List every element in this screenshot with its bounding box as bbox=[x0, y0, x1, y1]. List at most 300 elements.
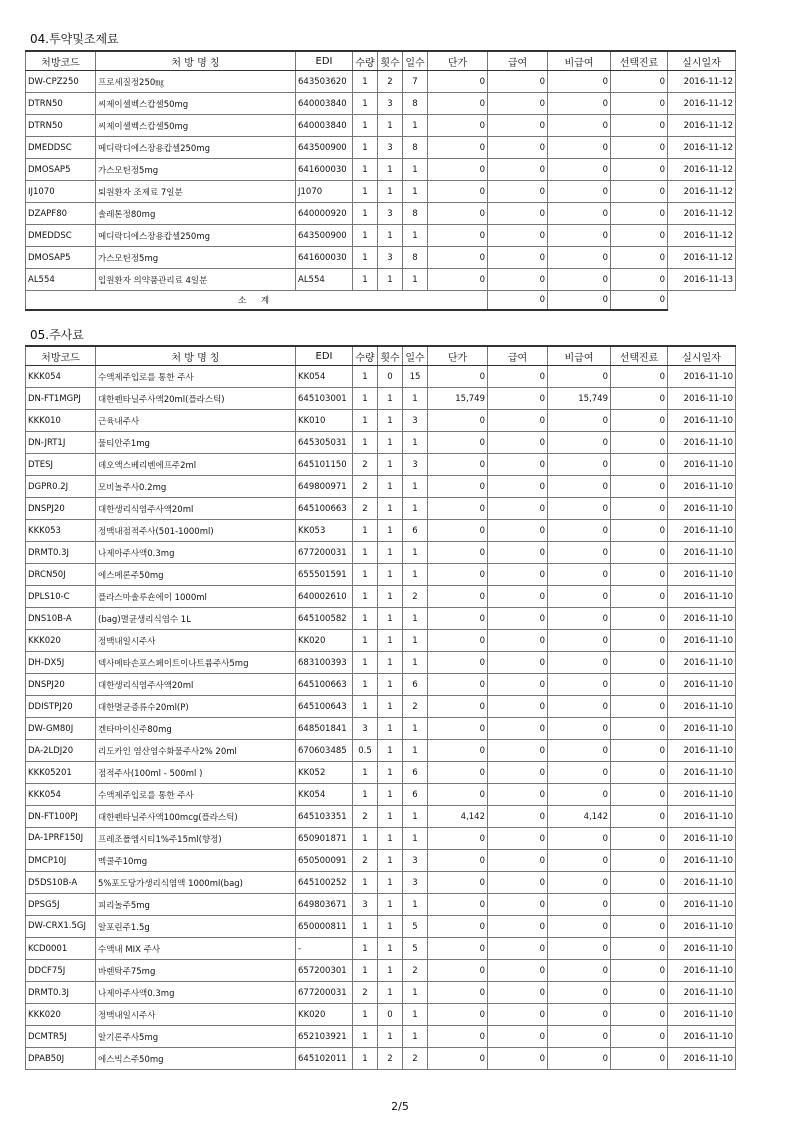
cell-qty: 1 bbox=[353, 872, 378, 894]
cell-unit-price: 0 bbox=[428, 696, 488, 718]
cell-name: 바렌탁주75mg bbox=[96, 960, 296, 982]
column-header: 단가 bbox=[428, 346, 488, 366]
cell-times: 1 bbox=[378, 432, 403, 454]
cell-uninsured: 0 bbox=[548, 93, 611, 115]
cell-times: 1 bbox=[378, 388, 403, 410]
cell-code: DN-FT100PJ bbox=[26, 806, 96, 828]
cell-insured: 0 bbox=[488, 203, 548, 225]
cell-name: 에스빅스주50mg bbox=[96, 1048, 296, 1070]
cell-edi: 645100663 bbox=[296, 674, 353, 696]
cell-code: DMEDDSC bbox=[26, 137, 96, 159]
table-row bbox=[26, 542, 736, 564]
cell-date: 2016-11-10 bbox=[668, 542, 736, 564]
cell-qty: 2 bbox=[353, 806, 378, 828]
cell-name: 근육내주사 bbox=[96, 410, 296, 432]
cell-qty: 1 bbox=[353, 630, 378, 652]
cell-code: DMOSAP5 bbox=[26, 247, 96, 269]
cell-uninsured: 0 bbox=[548, 542, 611, 564]
cell-qty: 1 bbox=[353, 181, 378, 203]
column-header: 처방코드 bbox=[26, 346, 96, 366]
cell-date: 2016-11-13 bbox=[668, 269, 736, 291]
table-header-row bbox=[26, 51, 736, 71]
subtotal-insured: 0 bbox=[488, 291, 548, 311]
cell-qty: 2 bbox=[353, 498, 378, 520]
table-row bbox=[26, 520, 736, 542]
cell-edi: 640003840 bbox=[296, 115, 353, 137]
cell-unit-price: 0 bbox=[428, 1026, 488, 1048]
cell-selective: 0 bbox=[611, 388, 668, 410]
cell-name: 씨제이셀벡스캅셀50mg bbox=[96, 115, 296, 137]
cell-insured: 0 bbox=[488, 520, 548, 542]
cell-qty: 1 bbox=[353, 1048, 378, 1070]
table-row bbox=[26, 476, 736, 498]
cell-name: 대한생리식염주사액20ml bbox=[96, 674, 296, 696]
cell-code: DPSG5J bbox=[26, 894, 96, 916]
cell-days: 6 bbox=[403, 674, 428, 696]
cell-name: 멕쿨주10mg bbox=[96, 850, 296, 872]
cell-selective: 0 bbox=[611, 608, 668, 630]
cell-date: 2016-11-10 bbox=[668, 608, 736, 630]
cell-code: DNS10B-A bbox=[26, 608, 96, 630]
cell-unit-price: 0 bbox=[428, 740, 488, 762]
cell-selective: 0 bbox=[611, 850, 668, 872]
cell-edi: 645100663 bbox=[296, 498, 353, 520]
cell-date: 2016-11-10 bbox=[668, 1004, 736, 1026]
cell-name: 정맥내점적주사(501-1000ml) bbox=[96, 520, 296, 542]
cell-qty: 1 bbox=[353, 388, 378, 410]
cell-date: 2016-11-10 bbox=[668, 410, 736, 432]
cell-date: 2016-11-10 bbox=[668, 674, 736, 696]
cell-uninsured: 0 bbox=[548, 454, 611, 476]
cell-selective: 0 bbox=[611, 410, 668, 432]
cell-code: DN-FT1MGPJ bbox=[26, 388, 96, 410]
cell-date: 2016-11-10 bbox=[668, 652, 736, 674]
cell-uninsured: 0 bbox=[548, 181, 611, 203]
cell-unit-price: 0 bbox=[428, 630, 488, 652]
cell-selective: 0 bbox=[611, 203, 668, 225]
cell-date: 2016-11-10 bbox=[668, 476, 736, 498]
cell-qty: 1 bbox=[353, 586, 378, 608]
table-row bbox=[26, 674, 736, 696]
table-row bbox=[26, 564, 736, 586]
cell-insured: 0 bbox=[488, 115, 548, 137]
cell-qty: 2 bbox=[353, 476, 378, 498]
column-header: EDI bbox=[296, 51, 353, 71]
cell-uninsured: 0 bbox=[548, 982, 611, 1004]
cell-days: 1 bbox=[403, 894, 428, 916]
table-row bbox=[26, 740, 736, 762]
cell-times: 1 bbox=[378, 608, 403, 630]
cell-date: 2016-11-12 bbox=[668, 203, 736, 225]
cell-uninsured: 0 bbox=[548, 432, 611, 454]
cell-uninsured: 0 bbox=[548, 159, 611, 181]
cell-date: 2016-11-10 bbox=[668, 696, 736, 718]
table-header-row bbox=[26, 346, 736, 366]
cell-edi: 645103351 bbox=[296, 806, 353, 828]
table-row bbox=[26, 366, 736, 388]
cell-insured: 0 bbox=[488, 225, 548, 247]
table-row bbox=[26, 498, 736, 520]
cell-days: 1 bbox=[403, 498, 428, 520]
cell-days: 2 bbox=[403, 586, 428, 608]
cell-unit-price: 0 bbox=[428, 269, 488, 291]
cell-selective: 0 bbox=[611, 137, 668, 159]
cell-times: 1 bbox=[378, 718, 403, 740]
cell-uninsured: 0 bbox=[548, 872, 611, 894]
cell-insured: 0 bbox=[488, 564, 548, 586]
cell-qty: 1 bbox=[353, 652, 378, 674]
cell-name: 피리놀주5mg bbox=[96, 894, 296, 916]
cell-unit-price: 0 bbox=[428, 938, 488, 960]
cell-name: 물티안주1mg bbox=[96, 432, 296, 454]
cell-selective: 0 bbox=[611, 432, 668, 454]
cell-selective: 0 bbox=[611, 181, 668, 203]
cell-insured: 0 bbox=[488, 388, 548, 410]
cell-code: DRMT0.3J bbox=[26, 542, 96, 564]
cell-name: (bag)멸균생리식염수 1L bbox=[96, 608, 296, 630]
table-row bbox=[26, 586, 736, 608]
cell-unit-price: 0 bbox=[428, 137, 488, 159]
cell-insured: 0 bbox=[488, 269, 548, 291]
cell-date: 2016-11-10 bbox=[668, 454, 736, 476]
cell-qty: 0.5 bbox=[353, 740, 378, 762]
cell-code: DNSPJ20 bbox=[26, 498, 96, 520]
cell-code: DRCN50J bbox=[26, 564, 96, 586]
cell-unit-price: 0 bbox=[428, 586, 488, 608]
cell-insured: 0 bbox=[488, 586, 548, 608]
cell-code: D5DS10B-A bbox=[26, 872, 96, 894]
cell-selective: 0 bbox=[611, 674, 668, 696]
cell-edi: 641600030 bbox=[296, 247, 353, 269]
cell-unit-price: 0 bbox=[428, 652, 488, 674]
cell-name: 점적주사(100ml - 500ml ) bbox=[96, 762, 296, 784]
cell-times: 1 bbox=[378, 586, 403, 608]
table-row bbox=[26, 1004, 736, 1026]
cell-qty: 1 bbox=[353, 828, 378, 850]
cell-selective: 0 bbox=[611, 960, 668, 982]
cell-unit-price: 0 bbox=[428, 1048, 488, 1070]
cell-days: 1 bbox=[403, 476, 428, 498]
cell-date: 2016-11-10 bbox=[668, 630, 736, 652]
cell-date: 2016-11-10 bbox=[668, 740, 736, 762]
table-row bbox=[26, 410, 736, 432]
cell-uninsured: 0 bbox=[548, 203, 611, 225]
cell-date: 2016-11-10 bbox=[668, 520, 736, 542]
cell-date: 2016-11-12 bbox=[668, 137, 736, 159]
cell-uninsured: 0 bbox=[548, 938, 611, 960]
cell-days: 8 bbox=[403, 203, 428, 225]
cell-date: 2016-11-10 bbox=[668, 894, 736, 916]
cell-code: DRMT0.3J bbox=[26, 982, 96, 1004]
cell-times: 1 bbox=[378, 476, 403, 498]
cell-insured: 0 bbox=[488, 1004, 548, 1026]
cell-edi: 649803671 bbox=[296, 894, 353, 916]
cell-qty: 3 bbox=[353, 718, 378, 740]
column-header: 단가 bbox=[428, 51, 488, 71]
cell-insured: 0 bbox=[488, 498, 548, 520]
cell-unit-price: 0 bbox=[428, 894, 488, 916]
cell-unit-price: 0 bbox=[428, 247, 488, 269]
table-row bbox=[26, 137, 736, 159]
cell-uninsured: 0 bbox=[548, 247, 611, 269]
cell-qty: 1 bbox=[353, 520, 378, 542]
cell-name: 나제아주사액0.3mg bbox=[96, 982, 296, 1004]
cell-edi: 645100252 bbox=[296, 872, 353, 894]
table-row bbox=[26, 388, 736, 410]
cell-date: 2016-11-12 bbox=[668, 159, 736, 181]
table-row bbox=[26, 630, 736, 652]
cell-qty: 1 bbox=[353, 608, 378, 630]
cell-date: 2016-11-10 bbox=[668, 762, 736, 784]
cell-times: 1 bbox=[378, 696, 403, 718]
cell-unit-price: 0 bbox=[428, 410, 488, 432]
cell-times: 1 bbox=[378, 564, 403, 586]
cell-uninsured: 0 bbox=[548, 762, 611, 784]
cell-selective: 0 bbox=[611, 93, 668, 115]
table-row bbox=[26, 916, 736, 938]
cell-qty: 1 bbox=[353, 137, 378, 159]
column-header: 일수 bbox=[403, 346, 428, 366]
column-header: 처방코드 bbox=[26, 51, 96, 71]
cell-times: 1 bbox=[378, 454, 403, 476]
table-row bbox=[26, 850, 736, 872]
cell-unit-price: 0 bbox=[428, 872, 488, 894]
cell-insured: 0 bbox=[488, 784, 548, 806]
column-header: 선택진료 bbox=[611, 346, 668, 366]
subtotal-label: 소 계 bbox=[26, 291, 488, 311]
cell-name: 가스모틴정5mg bbox=[96, 159, 296, 181]
cell-date: 2016-11-10 bbox=[668, 982, 736, 1004]
cell-days: 1 bbox=[403, 1004, 428, 1026]
cell-edi: 655501591 bbox=[296, 564, 353, 586]
cell-unit-price: 0 bbox=[428, 784, 488, 806]
cell-days: 1 bbox=[403, 269, 428, 291]
cell-uninsured: 0 bbox=[548, 894, 611, 916]
cell-days: 3 bbox=[403, 872, 428, 894]
table-row bbox=[26, 960, 736, 982]
cell-edi: KK054 bbox=[296, 366, 353, 388]
cell-selective: 0 bbox=[611, 564, 668, 586]
subtotal-selective: 0 bbox=[611, 291, 668, 311]
cell-edi: 640000920 bbox=[296, 203, 353, 225]
injection-table bbox=[25, 345, 736, 1070]
table-row bbox=[26, 652, 736, 674]
cell-selective: 0 bbox=[611, 1026, 668, 1048]
cell-qty: 1 bbox=[353, 564, 378, 586]
cell-days: 8 bbox=[403, 137, 428, 159]
cell-days: 6 bbox=[403, 520, 428, 542]
cell-insured: 0 bbox=[488, 696, 548, 718]
cell-qty: 1 bbox=[353, 203, 378, 225]
cell-days: 1 bbox=[403, 806, 428, 828]
table-row bbox=[26, 1026, 736, 1048]
table-row bbox=[26, 1048, 736, 1070]
cell-selective: 0 bbox=[611, 828, 668, 850]
cell-uninsured: 0 bbox=[548, 564, 611, 586]
cell-qty: 1 bbox=[353, 159, 378, 181]
cell-selective: 0 bbox=[611, 872, 668, 894]
cell-name: 덱사메타손포스페이트이나트륨주사5mg bbox=[96, 652, 296, 674]
cell-qty: 1 bbox=[353, 225, 378, 247]
medication-table bbox=[25, 50, 736, 311]
cell-code: DW-CPZ250 bbox=[26, 71, 96, 93]
cell-edi: 670603485 bbox=[296, 740, 353, 762]
cell-date: 2016-11-10 bbox=[668, 1026, 736, 1048]
cell-days: 1 bbox=[403, 740, 428, 762]
cell-name: 데오액스베리벤에프주2ml bbox=[96, 454, 296, 476]
cell-qty: 1 bbox=[353, 93, 378, 115]
cell-edi: KK054 bbox=[296, 784, 353, 806]
cell-code: KKK053 bbox=[26, 520, 96, 542]
cell-date: 2016-11-10 bbox=[668, 498, 736, 520]
cell-code: DW-CRX1.5GJ bbox=[26, 916, 96, 938]
cell-qty: 1 bbox=[353, 115, 378, 137]
cell-date: 2016-11-10 bbox=[668, 784, 736, 806]
table-row bbox=[26, 718, 736, 740]
cell-uninsured: 0 bbox=[548, 366, 611, 388]
cell-unit-price: 0 bbox=[428, 115, 488, 137]
cell-unit-price: 0 bbox=[428, 454, 488, 476]
cell-qty: 1 bbox=[353, 916, 378, 938]
cell-edi: 650901871 bbox=[296, 828, 353, 850]
cell-uninsured: 0 bbox=[548, 740, 611, 762]
table-row bbox=[26, 762, 736, 784]
cell-selective: 0 bbox=[611, 269, 668, 291]
cell-times: 3 bbox=[378, 247, 403, 269]
table-row bbox=[26, 115, 736, 137]
cell-insured: 0 bbox=[488, 137, 548, 159]
cell-edi: 643500900 bbox=[296, 225, 353, 247]
cell-code: DN-JRT1J bbox=[26, 432, 96, 454]
cell-times: 3 bbox=[378, 203, 403, 225]
cell-unit-price: 0 bbox=[428, 828, 488, 850]
cell-unit-price: 0 bbox=[428, 520, 488, 542]
cell-unit-price: 0 bbox=[428, 432, 488, 454]
cell-edi: 643503620 bbox=[296, 71, 353, 93]
cell-date: 2016-11-10 bbox=[668, 432, 736, 454]
cell-times: 1 bbox=[378, 784, 403, 806]
cell-uninsured: 0 bbox=[548, 652, 611, 674]
cell-times: 1 bbox=[378, 542, 403, 564]
column-header: 급여 bbox=[488, 346, 548, 366]
cell-times: 1 bbox=[378, 982, 403, 1004]
cell-unit-price: 0 bbox=[428, 608, 488, 630]
cell-times: 3 bbox=[378, 137, 403, 159]
cell-date: 2016-11-12 bbox=[668, 93, 736, 115]
cell-code: DNSPJ20 bbox=[26, 674, 96, 696]
cell-edi: 650500091 bbox=[296, 850, 353, 872]
cell-qty: 1 bbox=[353, 938, 378, 960]
cell-times: 1 bbox=[378, 806, 403, 828]
cell-edi: 645101150 bbox=[296, 454, 353, 476]
cell-days: 8 bbox=[403, 247, 428, 269]
cell-days: 1 bbox=[403, 608, 428, 630]
cell-code: KKK010 bbox=[26, 410, 96, 432]
cell-selective: 0 bbox=[611, 366, 668, 388]
cell-times: 1 bbox=[378, 938, 403, 960]
cell-unit-price: 4,142 bbox=[428, 806, 488, 828]
cell-times: 1 bbox=[378, 674, 403, 696]
cell-unit-price: 0 bbox=[428, 225, 488, 247]
cell-qty: 1 bbox=[353, 674, 378, 696]
cell-qty: 2 bbox=[353, 982, 378, 1004]
cell-uninsured: 0 bbox=[548, 608, 611, 630]
table-row bbox=[26, 608, 736, 630]
cell-unit-price: 0 bbox=[428, 542, 488, 564]
cell-date: 2016-11-12 bbox=[668, 247, 736, 269]
table-row bbox=[26, 894, 736, 916]
table-row bbox=[26, 203, 736, 225]
cell-times: 1 bbox=[378, 115, 403, 137]
cell-insured: 0 bbox=[488, 806, 548, 828]
cell-code: DA-1PRF150J bbox=[26, 828, 96, 850]
cell-days: 15 bbox=[403, 366, 428, 388]
cell-edi: 657200301 bbox=[296, 960, 353, 982]
cell-uninsured: 0 bbox=[548, 960, 611, 982]
cell-uninsured: 0 bbox=[548, 784, 611, 806]
cell-selective: 0 bbox=[611, 115, 668, 137]
cell-uninsured: 0 bbox=[548, 916, 611, 938]
cell-insured: 0 bbox=[488, 247, 548, 269]
cell-edi: 650000811 bbox=[296, 916, 353, 938]
cell-qty: 3 bbox=[353, 894, 378, 916]
cell-insured: 0 bbox=[488, 762, 548, 784]
cell-code: DMCP10J bbox=[26, 850, 96, 872]
cell-times: 2 bbox=[378, 1048, 403, 1070]
cell-name: 대한멸균증류수20ml(P) bbox=[96, 696, 296, 718]
cell-code: DDISTPJ20 bbox=[26, 696, 96, 718]
cell-days: 3 bbox=[403, 410, 428, 432]
cell-insured: 0 bbox=[488, 828, 548, 850]
cell-uninsured: 0 bbox=[548, 137, 611, 159]
cell-edi: KK020 bbox=[296, 630, 353, 652]
column-header: 처 방 명 칭 bbox=[96, 346, 296, 366]
cell-unit-price: 0 bbox=[428, 159, 488, 181]
cell-times: 1 bbox=[378, 850, 403, 872]
cell-edi: 645305031 bbox=[296, 432, 353, 454]
cell-date: 2016-11-10 bbox=[668, 938, 736, 960]
table-row bbox=[26, 225, 736, 247]
cell-insured: 0 bbox=[488, 454, 548, 476]
cell-selective: 0 bbox=[611, 938, 668, 960]
cell-qty: 1 bbox=[353, 960, 378, 982]
cell-days: 2 bbox=[403, 696, 428, 718]
cell-code: DH-DX5J bbox=[26, 652, 96, 674]
cell-code: DZAPF80 bbox=[26, 203, 96, 225]
cell-name: 가스모틴정5mg bbox=[96, 247, 296, 269]
cell-times: 0 bbox=[378, 1004, 403, 1026]
table-row bbox=[26, 828, 736, 850]
cell-date: 2016-11-10 bbox=[668, 1048, 736, 1070]
cell-uninsured: 0 bbox=[548, 115, 611, 137]
subtotal-empty-cell bbox=[668, 291, 736, 311]
cell-code: KKK05201 bbox=[26, 762, 96, 784]
cell-times: 1 bbox=[378, 762, 403, 784]
cell-qty: 1 bbox=[353, 1004, 378, 1026]
cell-uninsured: 0 bbox=[548, 850, 611, 872]
cell-uninsured: 0 bbox=[548, 718, 611, 740]
cell-code: AL554 bbox=[26, 269, 96, 291]
column-header: 급여 bbox=[488, 51, 548, 71]
cell-days: 1 bbox=[403, 159, 428, 181]
cell-unit-price: 0 bbox=[428, 674, 488, 696]
cell-edi: 652103921 bbox=[296, 1026, 353, 1048]
cell-selective: 0 bbox=[611, 762, 668, 784]
cell-days: 1 bbox=[403, 181, 428, 203]
cell-unit-price: 0 bbox=[428, 982, 488, 1004]
table-row bbox=[26, 93, 736, 115]
cell-unit-price: 0 bbox=[428, 181, 488, 203]
